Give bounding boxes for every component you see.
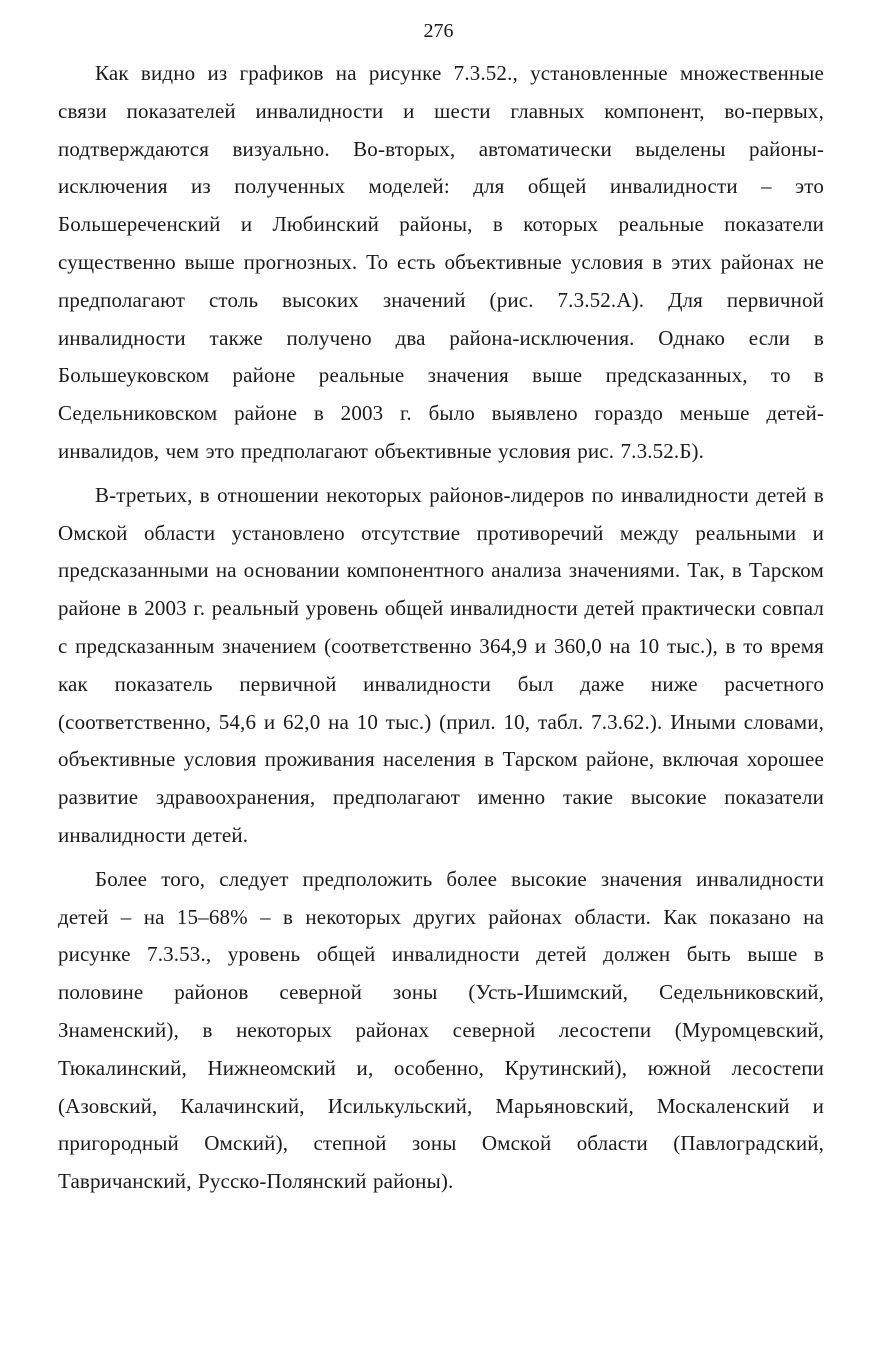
- paragraph-1: Как видно из графиков на рисунке 7.3.52., установленные множественные связи показателей инвалидности и шести главных компонент, во-первых, подтверждаются визуально. Во-вторых, автоматически выделены районы-исключения из полученных моделей: для общей инвалидности – это Большереченский и Любинский районы, в которых реальные показатели существенно выше прогнозных. То есть объективные условия в этих районах не предполагают столь высоких значений (рис. 7.3.52.А). Для первичной инвалидности также получено два района-исключения. Однако если в Большеуковском районе реальные значения выше предсказанных, то в Седельниковском районе в 2003 г. было выявлено гораздо меньше детей-инвалидов, чем это предполагают объективные условия рис. 7.3.52.Б).: [58, 61, 824, 463]
- paragraph-3: Более того, следует предположить более высокие значения инвалидности детей – на 15–68% – в некоторых других районах области. Как показано на рисунке 7.3.53., уровень общей инвалидности детей должен быть выше в половине районов северной зоны (Усть-Ишимский, Седельниковский, Знаменский), в некоторых районах северной лесостепи (Муромцевский, Тюкалинский, Нижнеомский и, особенно, Крутинский), южной лесостепи (Азовский, Калачинский, Исилькульский, Марьяновский, Москаленский и пригородный Омский), степной зоны Омской области (Павлоградский, Тавричанский, Русско-Полянский районы).: [58, 866, 824, 1194]
- paragraph-2: В-третьих, в отношении некоторых районов-лидеров по инвалидности детей в Омской области установлено отсутствие противоречий между реальными и предсказанными на основании компонентного анализа значениями. Так, в Тарском районе в 2003 г. реальный уровень общей инвалидности детей практически совпал с предсказанным значением (соответственно 364,9 и 360,0 на 10 тыс.), в то время как показатель первичной инвалидности был даже ниже расчетного (соответственно, 54,6 и 62,0 на 10 тыс.) (прил. 10, табл. 7.3.62.). Иными словами, объективные условия проживания населения в Тарском районе, включая хорошее развитие здравоохранения, предполагают именно такие высокие показатели инвалидности детей.: [58, 482, 824, 847]
- page-number: 276: [423, 20, 454, 42]
- body-text: [58, 55, 824, 1201]
